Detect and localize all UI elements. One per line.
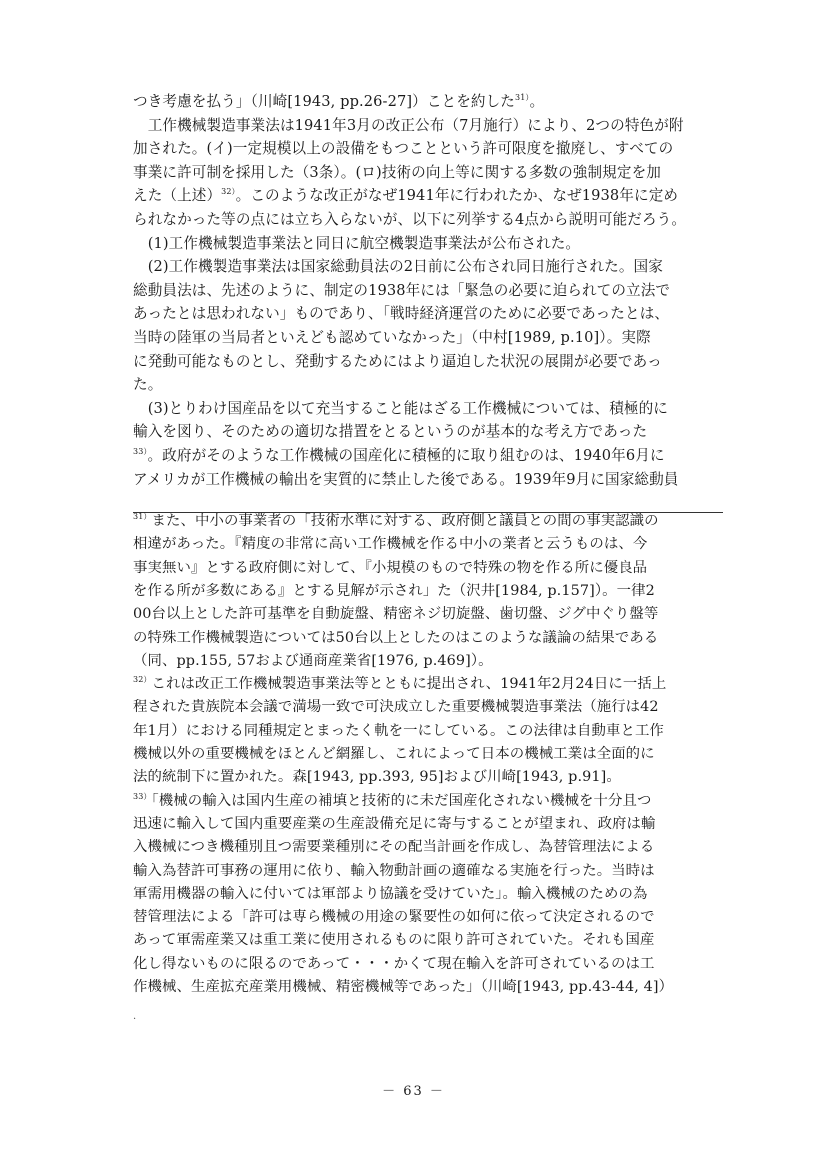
body-line — [133, 422, 647, 442]
body-line-text: えた（上述） — [133, 187, 222, 205]
body-line — [133, 470, 679, 490]
footnotes-line — [133, 511, 659, 531]
footnote-marker: 32） — [221, 187, 236, 197]
body-line — [133, 163, 661, 183]
footnotes-line-text: 程された貴族院本会議で満場一致で可決成立した重要機械製造事業法（施行は42 — [133, 699, 659, 716]
body-line-tail: 。このような改正がなぜ1941年に行われたか、なぜ1938年に定め — [235, 187, 679, 205]
footnotes-line — [133, 767, 621, 787]
body-line-text: (3)とりわけ国産品を以て充当すること能はざる工作機械については、積極的に — [133, 399, 668, 417]
body-line-text: 輸入を図り、そのための適切な措置をとるというのが基本的な考え方であった — [133, 423, 648, 441]
footnotes-line-tail: 「機械の輸入は国内生産の補填と技術的に未だ国産化されない機械を十分且つ — [151, 792, 652, 809]
footnotes-line — [133, 651, 493, 671]
footnotes-line-text: （同、pp.155, 57および通商産業省[1976, p.469]）。 — [133, 652, 493, 669]
footnotes-line-text: 入機械につき機種別且つ需要業種別にその配当計画を作成し、為替管理法による — [133, 839, 655, 856]
body-line — [133, 446, 665, 466]
body-line — [133, 328, 651, 348]
footnotes-line — [133, 954, 655, 974]
footnotes-line — [133, 604, 658, 624]
footnotes-line-tail: これは改正工作機械製造事業法等とともに提出され、1941年2月24日に一括上 — [151, 676, 667, 693]
body-line — [133, 210, 686, 230]
footnotes-line — [133, 628, 658, 648]
footnotes-line-text: 迅速に輸入して国内重要産業の生産設備充足に寄与することが望まれ、政府は輸 — [133, 815, 656, 832]
footnotes-line-text: あって軍需産業又は重工業に使用されるものに限り許可されていた。それも国産 — [133, 932, 655, 949]
footnotes-line — [133, 814, 656, 834]
body-line — [133, 186, 678, 206]
footnotes-line-text: 法的統制下に置かれた。森[1943, pp.393, 95]および川崎[1943, p.91]。 — [133, 769, 621, 786]
body-line — [133, 304, 669, 324]
page-number: － 63 － — [382, 1084, 445, 1099]
footnotes-line — [133, 721, 664, 741]
footnote-marker: 31） — [515, 93, 530, 102]
footnotes-line — [133, 861, 655, 881]
footnotes-line-text: 輸入為替許可事務の運用に依り、輸入物動計画の適確なる実施を行った。当時は — [133, 862, 655, 879]
body-line-text: (1)工作機械製造事業法と同日に航空機製造事業法が公布された。 — [133, 234, 581, 252]
body-line-text: アメリカが工作機械の輸出を実質的に禁止した後である。1939年9月に国家総動員 — [133, 470, 679, 488]
footnotes-line-text: 機械以外の重要機械をほとんど網羅し、これによって日本の機械工業は全面的に — [133, 746, 655, 762]
footnote-marker: 33） — [133, 447, 148, 456]
footnotes-line-text: 相違があった。『精度の非常に高い工作機械を作る中小の業者と云うものは、今 — [133, 536, 648, 553]
footnotes-line-text: を作る所が多数にある』とする見解が示され」た（沢井[1984, p.157]）。一律2 — [133, 582, 655, 599]
body-line-text: 当時の陸軍の当局者といえども認めていなかった」（中村[1989, p.10]）。実際 — [133, 329, 651, 346]
footnotes-line-tail: また、中小の事業者の「技術水準に対する、政府側と議員との間の事実認識の — [151, 513, 659, 529]
footnotes-line — [133, 534, 647, 554]
footnotes-line-text: 年1月）における同種規定とまったく軌を一にしている。この法律は自動車と工作 — [133, 722, 664, 739]
footnotes-line — [133, 674, 666, 694]
body-line-text: つき考慮を払う」（川崎[1943, pp.26-27]）ことを約した — [133, 93, 515, 110]
footnote-marker: 31） — [133, 512, 152, 521]
body-line-text: られなかった等の点には立ち入らないが、以下に列挙する4点から説明可能だろう。 — [133, 211, 687, 228]
body-line-text: に発動可能なものとし、発動するためにはより逼迫した状況の展開が必要であっ — [133, 352, 662, 370]
body-line — [133, 257, 663, 277]
footnotes-line-text: 軍需用機器の輸入に付いては軍部より協議を受けていた」。輸入機械のための為 — [133, 885, 648, 902]
footnotes-line-text: 00台以上とした許可基準を自動旋盤、精密ネジ切旋盤、歯切盤、ジグ中ぐり盤等 — [133, 606, 659, 623]
body-line — [133, 399, 668, 419]
body-line-text: 事業に許可制を採用した（3条）。(ロ)技術の向上等に関する多数の強制規定を加 — [133, 163, 661, 181]
footnotes-line-text: 替管理法による「許可は専ら機械の用途の緊要性の如何に依って決定されるので — [133, 909, 655, 926]
body-line-text: 加された。(イ)一定規模以上の設備をもつことという許可限度を撤廃し、すべての — [133, 140, 674, 158]
body-line-text: た。 — [133, 376, 163, 394]
body-line-text: あったとは思われない」ものであり、「戦時経済運営のために必要であったとは、 — [133, 305, 670, 323]
body-line — [133, 352, 662, 372]
footnotes-line — [133, 558, 647, 578]
footnotes-line-text: の特殊工作機械製造については50台以上としたのはこのような議論の結果である — [133, 629, 659, 646]
body-line — [133, 281, 670, 301]
footnote-marker: 32） — [133, 675, 152, 685]
body-line-tail: 。 — [529, 93, 545, 110]
footnotes-line — [133, 977, 673, 997]
body-line — [133, 375, 162, 395]
body-line — [133, 116, 684, 136]
footnotes-line — [133, 884, 647, 904]
footnotes-line — [133, 744, 655, 764]
body-line-text: 総動員法は、先述のように、制定の1938年には「緊急の必要に迫られての立法で — [133, 281, 671, 299]
footnotes-line — [133, 837, 654, 857]
footnotes-line — [133, 907, 655, 927]
footnotes-line — [133, 697, 659, 717]
body-line — [133, 139, 673, 159]
footnotes-line-text: 作機械、生産拡充産業用機械、精密機械等であった」（川崎[1943, pp.43-44, 4]） — [133, 979, 674, 995]
footnotes-line — [133, 930, 655, 950]
stray-mark: · — [133, 1014, 137, 1025]
footnote-marker: 33） — [133, 791, 152, 801]
body-line-tail: 。政府がそのような工作機械の国産化に積極的に取り組むのは、1940年6月に — [147, 447, 665, 464]
body-line — [133, 92, 544, 112]
footnotes-line — [133, 791, 651, 811]
footnotes-line-text: 化し得ないものに限るのであって・・・かくて現在輸入を許可されているのは工 — [133, 955, 655, 972]
body-line-text: 工作機械製造事業法は1941年3月の改正公布（7月施行）により、2つの特色が附 — [133, 116, 684, 134]
footnotes-line — [133, 581, 655, 601]
body-line-text: (2)工作機製造事業法は国家総動員法の2日前に公布され同日施行された。国家 — [133, 258, 663, 276]
body-line — [133, 234, 580, 254]
footnotes-line-text: 事実無い』とする政府側に対して、『小規模のもので特殊の物を作る所に優良品 — [133, 559, 648, 576]
